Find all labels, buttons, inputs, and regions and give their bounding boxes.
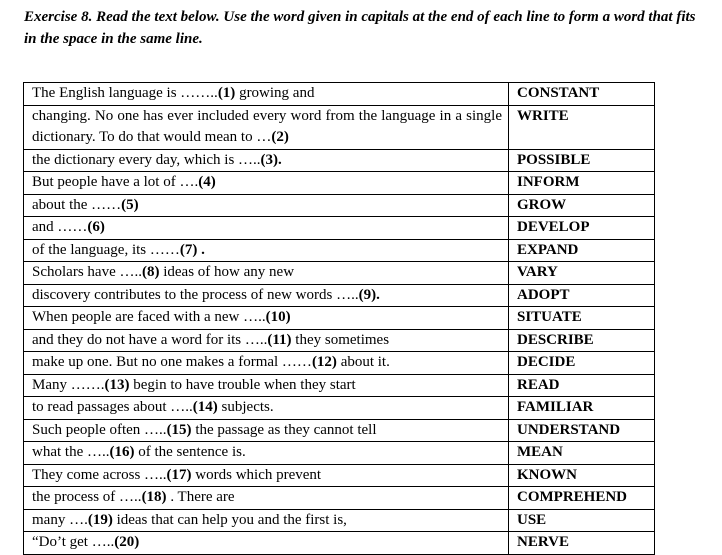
base-word-cell: POSSIBLE — [509, 149, 655, 172]
table-row — [24, 284, 655, 307]
sentence-text-continued: ideas that can help you and the first is, — [112, 511, 347, 528]
sentence-text: many …. — [32, 511, 88, 528]
gap-number: (2) — [271, 129, 289, 145]
sentence-text: “Do’t get ….. — [32, 534, 115, 550]
sentence-cell — [24, 239, 509, 262]
sentence-text: But people have a lot of …. — [32, 174, 199, 190]
table-row — [24, 105, 655, 149]
table-row — [24, 172, 655, 195]
sentence-text-continued: begin to have trouble when they start — [129, 376, 356, 393]
base-word-cell: EXPAND — [509, 239, 655, 262]
table-row — [24, 464, 655, 487]
sentence-text-continued: ideas of how any new — [159, 264, 295, 280]
base-word-cell: USE — [509, 509, 655, 532]
sentence-text-continued: the passage as they cannot tell — [191, 421, 377, 438]
gap-number: (11) — [267, 331, 292, 348]
base-word-cell: SITUATE — [509, 307, 655, 330]
sentence-text-continued: growing and — [235, 85, 315, 101]
sentence-cell — [24, 487, 509, 510]
sentence-text: discovery contributes to the process of new words ….. — [32, 286, 359, 303]
sentence-text-continued: . There are — [166, 489, 235, 505]
sentence-text-continued: subjects. — [217, 399, 274, 415]
table-row — [24, 83, 655, 106]
sentence-cell — [24, 329, 509, 352]
gap-number: (18) — [141, 489, 167, 505]
sentence-cell — [24, 284, 509, 307]
table-row — [24, 419, 655, 442]
gap-number: (10) — [265, 309, 291, 325]
sentence-text: the process of ….. — [32, 489, 142, 505]
gap-number: (3). — [260, 151, 282, 168]
base-word-cell: KNOWN — [509, 464, 655, 487]
sentence-cell — [24, 464, 509, 487]
sentence-text: They come across ….. — [32, 466, 167, 483]
table-row — [24, 262, 655, 285]
sentence-text: Many ……. — [32, 376, 105, 393]
base-word-cell: NERVE — [509, 532, 655, 555]
gap-number: (12) — [311, 354, 337, 370]
table-row — [24, 509, 655, 532]
table-row — [24, 487, 655, 510]
sentence-cell — [24, 307, 509, 330]
gap-number: (6) — [87, 219, 105, 235]
sentence-cell — [24, 217, 509, 240]
sentence-text: of the language, its …… — [32, 241, 180, 258]
table-row — [24, 217, 655, 240]
gap-number: (1) — [217, 85, 236, 101]
sentence-cell — [24, 83, 509, 106]
base-word-cell: GROW — [509, 194, 655, 217]
base-word-cell: UNDERSTAND — [509, 419, 655, 442]
sentence-cell — [24, 172, 509, 195]
table-row — [24, 307, 655, 330]
sentence-text: and they do not have a word for its ….. — [32, 331, 268, 348]
sentence-text: When people are faced with a new ….. — [32, 309, 266, 325]
sentence-text-continued: words which prevent — [191, 466, 322, 483]
sentence-text: the dictionary every day, which is ….. — [32, 151, 261, 168]
gap-number: (5) — [121, 196, 139, 213]
base-word-cell: CONSTANT — [509, 83, 655, 106]
sentence-cell — [24, 442, 509, 465]
base-word-cell: READ — [509, 374, 655, 397]
gap-number: (8) — [141, 264, 160, 280]
base-word-cell: ADOPT — [509, 284, 655, 307]
gap-number: (15) — [166, 421, 192, 438]
table-row — [24, 374, 655, 397]
exercise-instructions: Exercise 8. Read the text below. Use the word given in capitals at the end of each line to form a word that fits in the space in the same line. — [24, 9, 696, 47]
base-word-cell: DESCRIBE — [509, 329, 655, 352]
gap-number: (17) — [166, 466, 192, 483]
sentence-cell — [24, 352, 509, 375]
sentence-text-continued: of the sentence is. — [134, 444, 246, 460]
table-row — [24, 352, 655, 375]
sentence-text: Scholars have ….. — [32, 264, 142, 280]
base-word-cell: VARY — [509, 262, 655, 285]
sentence-text: Such people often ….. — [32, 421, 167, 438]
sentence-cell — [24, 105, 509, 149]
word-formation-table — [23, 82, 655, 555]
gap-number: (13) — [104, 376, 130, 393]
sentence-cell — [24, 149, 509, 172]
sentence-cell — [24, 194, 509, 217]
table-row — [24, 149, 655, 172]
sentence-cell — [24, 374, 509, 397]
gap-number: (4) — [198, 174, 216, 190]
sentence-text: about the …… — [32, 196, 122, 213]
table-row — [24, 532, 655, 555]
base-word-cell: MEAN — [509, 442, 655, 465]
table-row — [24, 329, 655, 352]
sentence-text: to read passages about ….. — [32, 399, 193, 415]
gap-number: (14) — [192, 399, 218, 415]
base-word-cell: WRITE — [509, 105, 655, 149]
sentence-cell — [24, 532, 509, 555]
sentence-text-continued: they sometimes — [291, 331, 390, 348]
sentence-text: The English language is …….. — [32, 85, 218, 101]
sentence-text-continued: about it. — [336, 354, 390, 370]
gap-number: (16) — [109, 444, 135, 460]
gap-number: (7) . — [179, 241, 205, 258]
base-word-cell: INFORM — [509, 172, 655, 195]
gap-number: (9). — [358, 286, 380, 303]
sentence-cell — [24, 509, 509, 532]
sentence-text: what the ….. — [32, 444, 110, 460]
base-word-cell: DEVELOP — [509, 217, 655, 240]
table-row — [24, 239, 655, 262]
gap-number: (20) — [114, 534, 140, 550]
table-row — [24, 442, 655, 465]
base-word-cell: FAMILIAR — [509, 397, 655, 420]
sentence-text: changing. No one has ever included every word from the language in a single dictionary. To do that would mean to … — [32, 107, 502, 145]
base-word-cell: COMPREHEND — [509, 487, 655, 510]
sentence-cell — [24, 419, 509, 442]
table-row — [24, 397, 655, 420]
sentence-cell — [24, 397, 509, 420]
gap-number: (19) — [87, 511, 113, 528]
sentence-text: make up one. But no one makes a formal …… — [32, 354, 312, 370]
table-row — [24, 194, 655, 217]
sentence-text: and …… — [32, 219, 88, 235]
base-word-cell: DECIDE — [509, 352, 655, 375]
sentence-cell — [24, 262, 509, 285]
